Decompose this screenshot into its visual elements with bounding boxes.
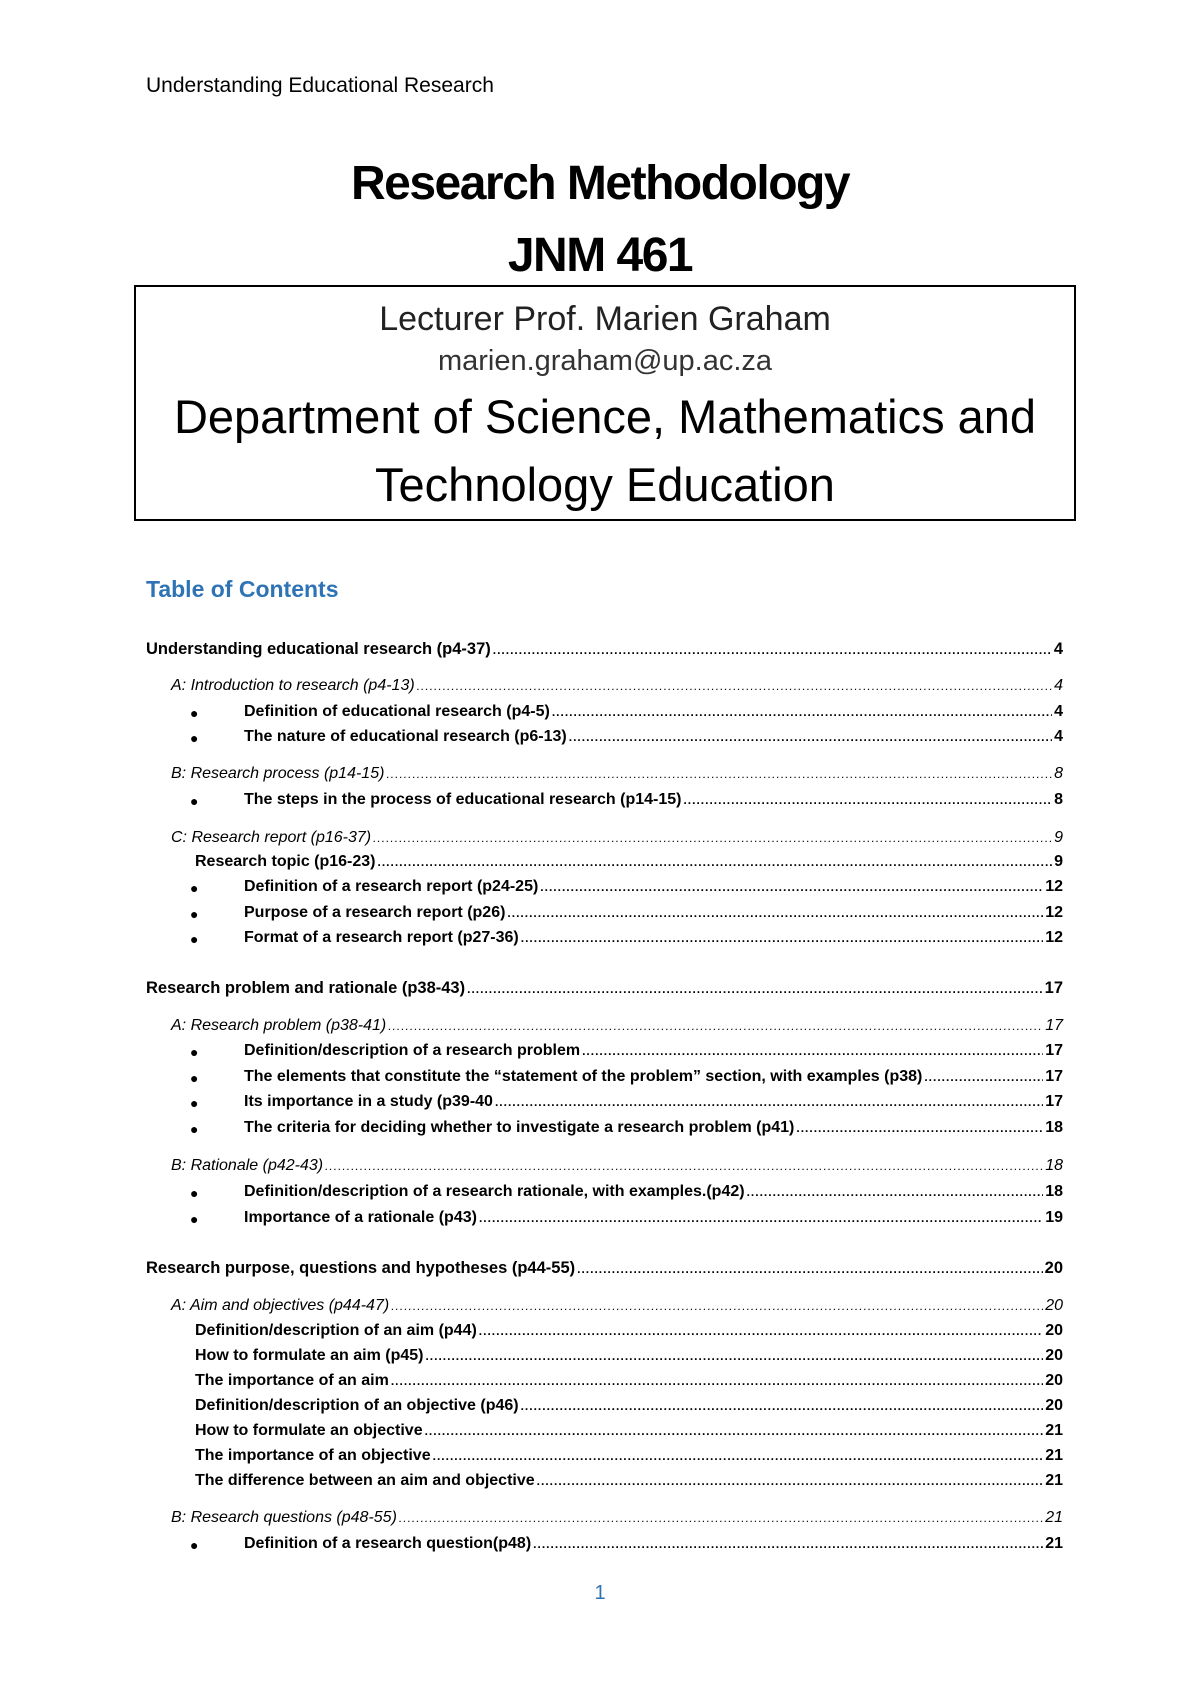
course-code: JNM 461 xyxy=(507,229,693,282)
department-name xyxy=(136,383,1074,519)
toc-dot-leader xyxy=(747,1181,1044,1203)
toc-dot-leader xyxy=(417,675,1052,697)
toc-dot-leader xyxy=(577,1258,1043,1280)
toc-entry-text: Purpose of a research report (p26) xyxy=(244,904,506,921)
toc-entry[interactable]: ● Definition of a research report (p24-25) ..... 12 xyxy=(244,876,1063,898)
toc-entry-text: C: Research report (p16-37) xyxy=(171,829,372,846)
toc-entry[interactable]: ● Definition/description of a research rationale, with examples.(p42) ..... 18 xyxy=(244,1181,1063,1203)
toc-page-number: 18 xyxy=(1045,1157,1063,1174)
toc-page-number: 21 xyxy=(1045,1447,1063,1464)
toc-page-number: 17 xyxy=(1045,1093,1063,1110)
toc-page-number: 4 xyxy=(1053,640,1063,658)
toc-entry[interactable] xyxy=(195,851,1063,873)
toc-page-number: 20 xyxy=(1045,1322,1063,1339)
toc-entry-text: A: Introduction to research (p4-13) xyxy=(171,677,415,694)
toc-entry[interactable] xyxy=(171,827,1063,849)
toc-entry-text: Definition of a research report (p24-25) xyxy=(244,878,539,895)
toc-entry-text: Definition/description of an objective (p46) xyxy=(195,1397,519,1414)
toc-dot-leader xyxy=(924,1066,1043,1088)
toc-page-number: 21 xyxy=(1045,1509,1063,1526)
toc-entry-text: The criteria for deciding whether to investigate a research problem (p41) xyxy=(244,1119,795,1136)
toc-dot-leader xyxy=(433,1445,1044,1467)
toc-entry[interactable] xyxy=(146,638,1063,660)
lecturer-info-box xyxy=(134,285,1076,521)
toc-entry-text: Its importance in a study (p39-40 xyxy=(244,1093,493,1110)
toc-entry[interactable] xyxy=(195,1420,1063,1442)
toc-page-number: 8 xyxy=(1054,765,1063,782)
toc-page-number: 18 xyxy=(1045,1119,1063,1136)
toc-page-number: 4 xyxy=(1054,728,1063,745)
toc-dot-leader xyxy=(373,827,1052,849)
toc-entry[interactable] xyxy=(195,1445,1063,1467)
toc-entry-text: Importance of a rationale (p43) xyxy=(244,1209,477,1226)
toc-entry-text: Research purpose, questions and hypotheses (p44-55) xyxy=(146,1259,576,1277)
toc-dot-leader xyxy=(796,1117,1043,1139)
toc-dot-leader xyxy=(467,978,1043,1000)
toc-dot-leader xyxy=(425,1420,1044,1442)
toc-page-number: 17 xyxy=(1045,1042,1063,1059)
toc-entry[interactable] xyxy=(171,1507,1063,1529)
toc-dot-leader xyxy=(540,876,1043,898)
toc-entry[interactable]: ● The criteria for deciding whether to investigate a research problem (p41) ..... 18 xyxy=(244,1117,1063,1139)
toc-entry-text: The elements that constitute the “statement of the problem” section, with examples (p38) xyxy=(244,1068,923,1085)
toc-entry[interactable]: ● Definition/description of a research problem ..... 17 xyxy=(244,1040,1063,1062)
toc-entry[interactable] xyxy=(171,763,1063,785)
toc-entry-text: B: Rationale (p42-43) xyxy=(171,1157,324,1174)
toc-entry[interactable]: ● Definition of a research question(p48) ..... 21 xyxy=(244,1533,1063,1555)
toc-page-number: 18 xyxy=(1045,1183,1063,1200)
toc-page-number: 21 xyxy=(1045,1422,1063,1439)
toc-dot-leader xyxy=(391,1295,1043,1317)
toc-entry[interactable] xyxy=(195,1345,1063,1367)
toc-page-number: 12 xyxy=(1045,929,1063,946)
toc-dot-leader xyxy=(507,902,1043,924)
toc-entry[interactable] xyxy=(171,1295,1063,1317)
toc-dot-leader xyxy=(683,789,1052,811)
toc-dot-leader xyxy=(569,726,1052,748)
toc-entry[interactable] xyxy=(171,675,1063,697)
toc-page-number: 12 xyxy=(1045,878,1063,895)
toc-entry[interactable] xyxy=(195,1370,1063,1392)
toc-entry-text: Definition/description of a research rationale, with examples.(p42) xyxy=(244,1183,745,1200)
toc-entry[interactable]: ● The nature of educational research (p6-13) ..... 4 xyxy=(244,726,1063,748)
toc-entry-text: Definition of a research question(p48) xyxy=(244,1535,532,1552)
toc-page-number: 20 xyxy=(1045,1297,1063,1314)
toc-dot-leader xyxy=(388,1015,1043,1037)
toc-page-number: 19 xyxy=(1045,1209,1063,1226)
lecturer-email: marien.graham@up.ac.za xyxy=(437,345,773,377)
toc-dot-leader xyxy=(552,701,1052,723)
department-line-1: Department of Science, Mathematics and xyxy=(173,390,1037,443)
toc-entry[interactable]: ● Its importance in a study (p39-40 ..... 17 xyxy=(244,1091,1063,1113)
toc-entry[interactable] xyxy=(195,1395,1063,1417)
toc-page-number: 8 xyxy=(1054,791,1063,808)
toc-entry[interactable] xyxy=(171,1015,1063,1037)
toc-dot-leader xyxy=(479,1320,1043,1342)
toc-page-number: 21 xyxy=(1045,1472,1063,1489)
toc-entry-text: The steps in the process of educational research (p14-15) xyxy=(244,791,682,808)
toc-dot-leader xyxy=(582,1040,1043,1062)
toc-page-number: 20 xyxy=(1045,1347,1063,1364)
toc-page-number: 17 xyxy=(1045,1068,1063,1085)
toc-page-number: 17 xyxy=(1044,979,1063,997)
toc-entry-text: Definition of educational research (p4-5) xyxy=(244,703,550,720)
toc-entry-text: A: Aim and objectives (p44-47) xyxy=(171,1297,390,1314)
toc-entry[interactable]: ● The elements that constitute the “statement of the problem” section, with examples (p38) ..... 17 xyxy=(244,1066,1063,1088)
toc-page-number: 20 xyxy=(1045,1397,1063,1414)
toc-page-number: 17 xyxy=(1045,1017,1063,1034)
toc-page-number: 9 xyxy=(1054,829,1063,846)
toc-dot-leader xyxy=(537,1470,1044,1492)
toc-entry[interactable]: ● Definition of educational research (p4-5) ..... 4 xyxy=(244,701,1063,723)
toc-dot-leader xyxy=(378,851,1053,873)
toc-page-number: 21 xyxy=(1045,1535,1063,1552)
toc-entry[interactable]: ● Purpose of a research report (p26) ..... 12 xyxy=(244,902,1063,924)
toc-entry-text: Understanding educational research (p4-37) xyxy=(146,640,491,658)
toc-dot-leader xyxy=(521,1395,1044,1417)
toc-dot-leader xyxy=(386,763,1052,785)
toc-heading: Table of Contents xyxy=(146,576,339,602)
toc-entry[interactable]: ● Format of a research report (p27-36) ..... 12 xyxy=(244,927,1063,949)
toc-entry-text: The nature of educational research (p6-13) xyxy=(244,728,567,745)
page-number: 1 xyxy=(594,1582,606,1604)
toc-dot-leader xyxy=(495,1091,1043,1113)
toc-entry-text: The difference between an aim and objective xyxy=(195,1472,535,1489)
toc-page-number: 20 xyxy=(1045,1372,1063,1389)
toc-dot-leader xyxy=(425,1345,1043,1367)
toc-entry-text: How to formulate an objective xyxy=(195,1422,423,1439)
toc-dot-leader xyxy=(391,1370,1043,1392)
toc-entry[interactable] xyxy=(195,1470,1063,1492)
department-line-2: Technology Education xyxy=(375,458,835,511)
toc-entry-text: How to formulate an aim (p45) xyxy=(195,1347,424,1364)
toc-entry-text: The importance of an aim xyxy=(195,1372,389,1389)
toc-entry-text: B: Research process (p14-15) xyxy=(171,765,385,782)
toc-entry-text: A: Research problem (p38-41) xyxy=(171,1017,387,1034)
toc-dot-leader xyxy=(493,639,1052,661)
toc-entry-text: Format of a research report (p27-36) xyxy=(244,929,519,946)
toc-dot-leader xyxy=(399,1507,1043,1529)
running-header: Understanding Educational Research xyxy=(146,74,494,97)
toc-page-number: 9 xyxy=(1054,853,1063,870)
toc-dot-leader xyxy=(325,1155,1043,1177)
toc-entry[interactable]: ● The steps in the process of educational research (p14-15) ..... 8 xyxy=(244,789,1063,811)
toc-entry[interactable] xyxy=(146,977,1063,999)
toc-entry-text: Definition/description of a research problem xyxy=(244,1042,581,1059)
toc-page-number: 4 xyxy=(1054,703,1063,720)
toc-entry[interactable] xyxy=(195,1320,1063,1342)
lecturer-name: Lecturer Prof. Marien Graham xyxy=(379,300,831,338)
toc-entry-text: Research problem and rationale (p38-43) xyxy=(146,979,466,997)
toc-page-number: 4 xyxy=(1054,677,1063,694)
toc-dot-leader xyxy=(521,927,1043,949)
toc-entry-text: The importance of an objective xyxy=(195,1447,431,1464)
toc-dot-leader xyxy=(479,1207,1043,1229)
toc-entry-text: Research topic (p16-23) xyxy=(195,853,376,870)
toc-entry-text: Definition/description of an aim (p44) xyxy=(195,1322,477,1339)
toc-page-number: 20 xyxy=(1044,1259,1063,1277)
toc-entry[interactable] xyxy=(171,1155,1063,1177)
toc-entry[interactable] xyxy=(146,1257,1063,1279)
toc-entry-text: B: Research questions (p48-55) xyxy=(171,1509,397,1526)
toc-page-number: 12 xyxy=(1045,904,1063,921)
document-title: Research Methodology xyxy=(350,157,850,210)
toc-entry[interactable]: ● Importance of a rationale (p43) ..... 19 xyxy=(244,1207,1063,1229)
toc-dot-leader xyxy=(533,1533,1043,1555)
